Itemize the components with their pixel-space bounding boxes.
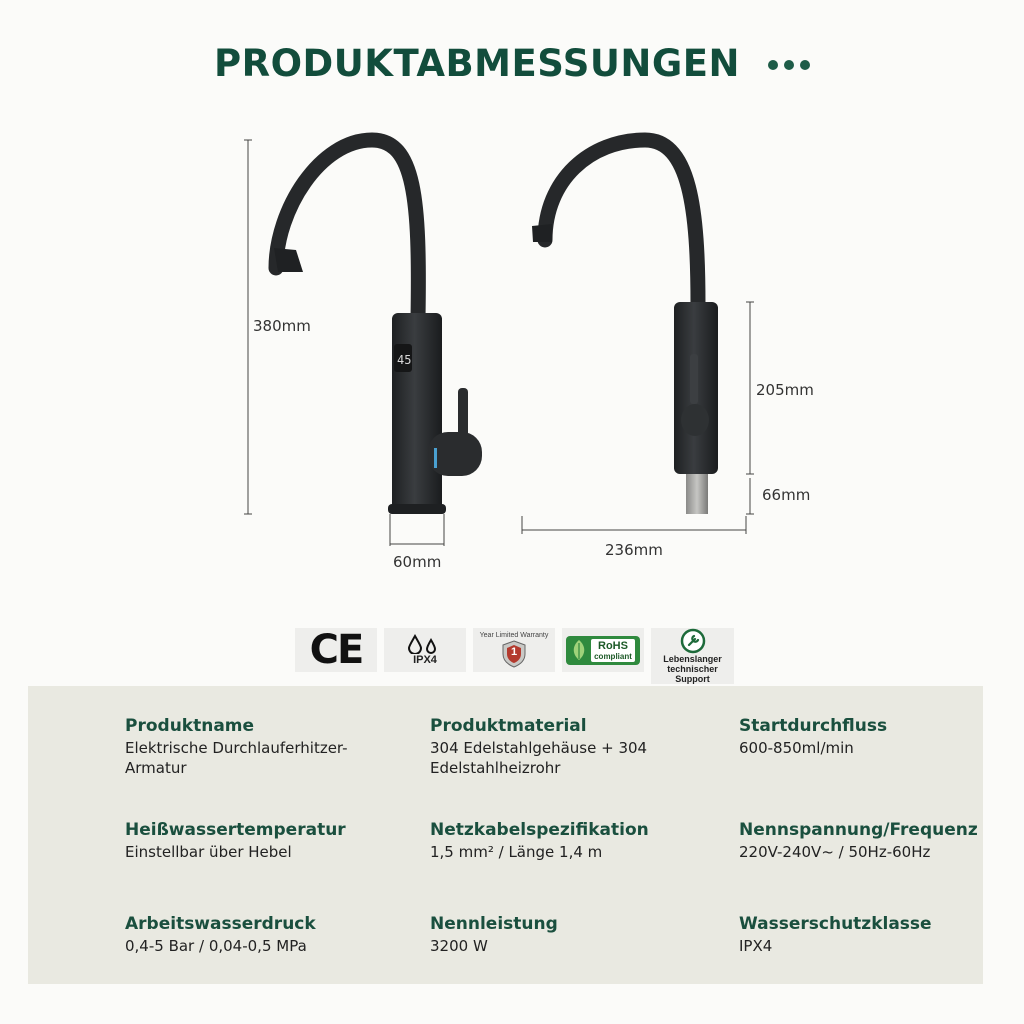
lever [458, 388, 468, 438]
spec-label: Produktname [125, 716, 255, 736]
support-line2: technischer Support [667, 664, 718, 684]
spec-label: Nennspannung/Frequenz [739, 820, 978, 840]
thread-height-label: 66mm [762, 486, 811, 504]
base-width-label: 60mm [393, 553, 442, 571]
spec-value: IPX4 [739, 937, 773, 955]
spec-label: Netzkabelspezifikation [430, 820, 649, 840]
spec-label: Startdurchfluss [739, 716, 888, 736]
thread-pipe [686, 474, 708, 514]
spec-item [739, 818, 979, 862]
page-title: PRODUKTABMESSUNGEN [213, 41, 741, 85]
spec-item [125, 714, 395, 778]
reach-label: 236mm [605, 541, 663, 559]
spec-label: Nennleistung [430, 914, 558, 934]
specifications-panel [28, 686, 983, 984]
rohs-badge [562, 628, 644, 672]
spec-item [739, 912, 979, 956]
spec-item [125, 912, 415, 956]
warranty-number: 1 [510, 646, 518, 658]
height-total-label: 380mm [253, 317, 311, 335]
spec-value: Einstellbar über Hebel [125, 843, 292, 861]
leaf-icon [571, 639, 587, 661]
spec-item [739, 714, 979, 758]
spec-item [430, 714, 690, 778]
water-drops-icon [405, 634, 445, 654]
warranty-text: Year Limited Warranty [479, 632, 549, 639]
ce-mark: CE [309, 627, 363, 673]
faucet-body [392, 313, 442, 513]
rohs-text: RoHS [598, 639, 628, 652]
warranty-badge [473, 628, 555, 672]
spec-label: Heißwassertemperatur [125, 820, 346, 840]
spec-value: 220V-240V~ / 50Hz-60Hz [739, 843, 931, 861]
spec-value: 0,4-5 Bar / 0,04-0,5 MPa [125, 937, 307, 955]
ce-badge [295, 628, 377, 672]
body-height-label: 205mm [756, 381, 814, 399]
spec-label: Produktmaterial [430, 716, 587, 736]
certification-row [0, 628, 1024, 686]
temperature-display: 45 [397, 353, 412, 367]
spec-label: Wasserschutzklasse [739, 914, 932, 934]
spec-value: 3200 W [430, 937, 488, 955]
ipx4-badge [384, 628, 466, 672]
spec-item [430, 818, 730, 862]
spec-value: 1,5 mm² / Länge 1,4 m [430, 843, 603, 861]
support-line1: Lebenslanger [663, 654, 722, 664]
support-badge [651, 628, 734, 684]
spec-label: Arbeitswasserdruck [125, 914, 316, 934]
faucet-side-view [532, 140, 718, 514]
spec-value: Elektrische Durchlauferhitzer-Armatur [125, 739, 348, 777]
spec-value: 304 Edelstahlgehäuse + 304 Edelstahlheizrohr [430, 739, 648, 777]
spec-item [430, 912, 690, 956]
wrench-icon [680, 628, 706, 654]
spec-item [125, 818, 415, 862]
spec-value: 600-850ml/min [739, 739, 854, 757]
ipx4-text: IPX4 [413, 654, 437, 666]
rohs-compliant-text: compliant [594, 651, 632, 661]
